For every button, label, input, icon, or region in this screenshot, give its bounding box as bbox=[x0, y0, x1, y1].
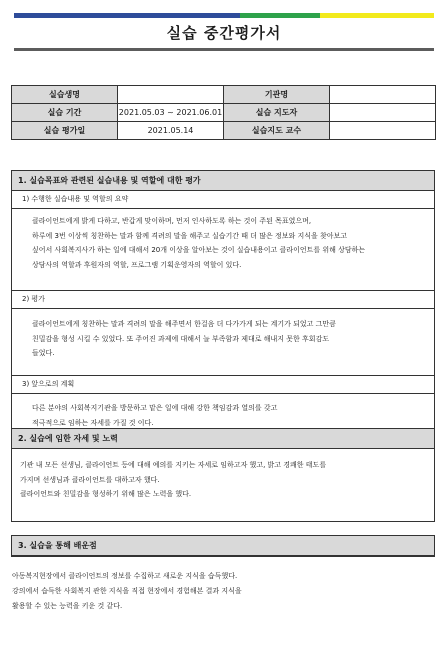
text-line: 들었다. bbox=[32, 349, 55, 357]
header-bar-green bbox=[240, 13, 320, 18]
info-row-1 bbox=[12, 86, 436, 104]
section-3-title: 3. 실습을 통해 배운점 bbox=[12, 536, 434, 556]
text-line: 하루에 3번 이상씩 칭찬하는 말과 함께 격려의 말을 해주고 실습기간 때 더 많은 정보와 지식을 찾아보고 bbox=[32, 231, 348, 240]
header-bar-yellow bbox=[320, 13, 434, 18]
section-2-text[interactable] bbox=[12, 449, 434, 521]
section-2-title: 2. 실습에 임한 자세 및 노력 bbox=[12, 429, 434, 449]
text-line: 활용할 수 있는 능력을 키운 것 같다. bbox=[12, 602, 123, 610]
period-value[interactable]: 2021.05.03 ~ 2021.06.01 bbox=[118, 104, 224, 122]
professor-value[interactable] bbox=[330, 122, 436, 140]
section-2 bbox=[11, 428, 435, 522]
header-bar-blue bbox=[14, 13, 240, 18]
page-title: 실습 중간평가서 bbox=[166, 24, 282, 42]
student-name-label: 실습생명 bbox=[12, 86, 118, 104]
section-3-text[interactable] bbox=[12, 569, 436, 614]
text-line: 가지며 선생님과 클라이언트를 대하고자 했다. bbox=[20, 475, 160, 484]
org-name-label: 기관명 bbox=[224, 86, 330, 104]
section-1 bbox=[11, 170, 435, 440]
section-1-sub-2-text[interactable] bbox=[12, 309, 434, 376]
title-rule bbox=[14, 48, 434, 51]
text-line: 클라이언트에게 밝게 다하고, 반갑게 맞이하며, 먼저 인사하도록 하는 것이 주된 목표였으며, bbox=[32, 217, 312, 225]
supervisor-value[interactable] bbox=[330, 104, 436, 122]
section-1-sub-2-title: 2) 평가 bbox=[12, 291, 434, 309]
org-name-value[interactable] bbox=[330, 86, 436, 104]
section-1-sub-1-text[interactable] bbox=[12, 209, 434, 291]
text-line: 친밀감을 형성 시킬 수 있었다. 또 주어진 과제에 대해서 늘 부족함과 제대로 해내지 못한 후회감도 bbox=[32, 334, 330, 343]
text-line: 상담사의 역할과 후원자의 역할, 프로그램 기획운영자의 역할이 있다. bbox=[32, 260, 242, 269]
section-3 bbox=[11, 535, 435, 557]
supervisor-label: 실습 지도자 bbox=[224, 104, 330, 122]
section-1-sub-1-title: 1) 수행한 실습내용 및 역할의 요약 bbox=[12, 191, 434, 209]
info-table bbox=[11, 85, 436, 140]
section-1-sub-3-title: 3) 앞으로의 계획 bbox=[12, 376, 434, 394]
text-line: 기관 내 모든 선생님, 클라이언트 등에 대해 예의를 지키는 자세로 임하고자 했고, 밝고 경쾌한 태도를 bbox=[20, 461, 327, 469]
professor-label: 실습지도 교수 bbox=[224, 122, 330, 140]
text-line: 클라이언트와 친밀감을 형성하기 위해 많은 노력을 했다. bbox=[20, 490, 192, 498]
text-line: 아동복지현장에서 클라이언트의 정보를 수집하고 새로운 지식을 습득했다. bbox=[12, 572, 238, 580]
text-line: 다른 분야의 사회복지기관을 방문하고 맡은 일에 대해 강한 책임감과 열의를 갖고 bbox=[32, 404, 278, 412]
text-line: 싶어서 사회복지사가 하는 일에 대해서 20개 이상을 알아보는 것이 실습내용이고 클라이언트를 위해 상담하는 bbox=[32, 246, 366, 254]
student-name-value[interactable] bbox=[118, 86, 224, 104]
eval-date-value[interactable]: 2021.05.14 bbox=[118, 122, 224, 140]
text-line: 적극적으로 임하는 자세를 가질 것 이다. bbox=[32, 418, 154, 427]
text-line: 강의에서 습득한 사회복지 관한 지식을 직접 현장에서 경험해본 결과 지식을 bbox=[12, 587, 242, 595]
text-line: 클라이언트에게 칭찬하는 말과 격려의 말을 해주면서 한걸음 더 다가가게 되는 계기가 되었고 그만큼 bbox=[32, 320, 336, 328]
period-label: 실습 기간 bbox=[12, 104, 118, 122]
info-row-3 bbox=[12, 122, 436, 140]
eval-date-label: 실습 평가일 bbox=[12, 122, 118, 140]
section-1-title: 1. 실습목표와 관련된 실습내용 및 역할에 대한 평가 bbox=[12, 171, 434, 191]
info-row-2 bbox=[12, 104, 436, 122]
